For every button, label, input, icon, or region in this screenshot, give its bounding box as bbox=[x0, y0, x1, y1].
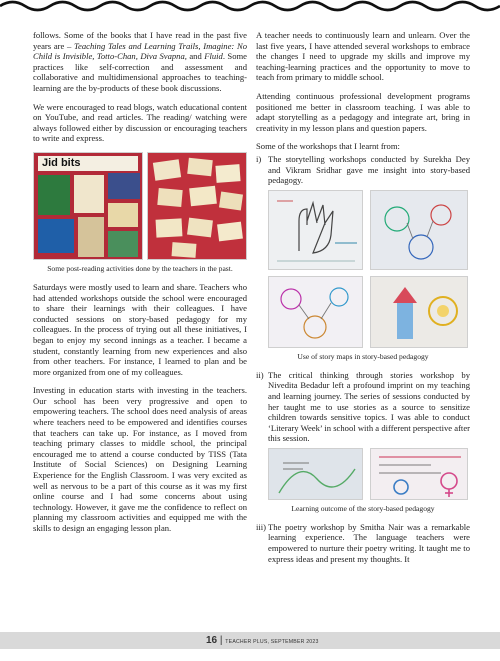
board-title: Jid bits bbox=[38, 156, 138, 171]
page-number: 16 bbox=[206, 635, 218, 646]
right-paragraph-2: Attending continuous professional development programs positioned me better in classroom teaching. I was able to adapt storytelling as a pedagogy and integrate art, bring in creativity in my lesson plans and question papers. bbox=[256, 90, 470, 133]
figure-caption-story-maps: Use of story maps in story-based pedagogy bbox=[297, 351, 429, 361]
left-paragraph-2: We were encouraged to read blogs, watch educational content on YouTube, and read articles. The reading/ watching were always followed either by discussion or encouraging teachers to write and express. bbox=[33, 101, 247, 144]
left-paragraph-4: Investing in education starts with investing in the teachers. Our school has been very progressive and open to empowering teachers. The school does need analysis of areas where teachers need to be empowered and identifies courses that teachers can take up. For instance, as I moved from teaching primary classes to middle school, the principal encouraged me to attend a course conducted by TISS (Tata Institute of Social Sciences) on Designing Learning Experience for the English Classroom. I was very excited as well as nervous to be a part of this course as it was my first online course and I had some concerns about using technology. However, it gave me the confidence to reflect on planning my classroom activities and equipped me with the skills to design an engaging lesson plan. bbox=[33, 385, 247, 533]
right-column bbox=[256, 30, 470, 568]
footer-text bbox=[206, 635, 319, 646]
page-footer bbox=[0, 632, 500, 649]
cards-photo bbox=[147, 152, 247, 260]
left-column bbox=[33, 30, 247, 542]
story-map-photos bbox=[268, 190, 468, 348]
left-paragraph-3: Saturdays were mostly used to learn and share. Teachers who had attended workshops outside the school were encouraged to share their learnings with their colleagues. I have conducted sessions on story-based pedagogy for my colleagues. In the process of trying out all these initiatives, I began to enjoy my second innings as a teacher. I became a student, constantly learning from new experiences and also from other teachers. For instance, I learned to plan and be more organized from one of my colleagues. bbox=[33, 281, 247, 377]
learning-outcome-photo bbox=[370, 448, 468, 500]
learning-outcome-photo bbox=[268, 448, 363, 500]
list-item: ii) The critical thinking through stories workshop by Nivedita Bedadur left a profound imprint on my teaching and learning journey. The series of sessions conducted by her taught me to use stories as a source to sensitize children towards sensitive topics. I was able to conduct ‘Literary Week’ in school with a different perspective after this session. bbox=[256, 369, 470, 444]
left-paragraph-1: follows. Some of the books that I have read in the past five years are – Teaching Tales and Learning Trails, Imagine: No Child is Invisible, Totto-Chan, Diva Svapna, and Fluid. Some practices like self-correction and assessment and collaborative and multidimensional approaches to teaching-learning are the by-products of these book discussions. bbox=[33, 30, 247, 93]
right-paragraph-1: A teacher needs to continuously learn and unlearn. Over the last five years, I have attended several workshops to embrace the changes I need to upgrade my skills and improve my teaching-learning practices and the opportunity to move to teach from primary to middle school. bbox=[256, 30, 470, 83]
top-wave-border bbox=[0, 0, 500, 16]
bulletin-board-photo bbox=[33, 152, 143, 260]
footer-separator: | bbox=[219, 635, 223, 646]
story-map-photo bbox=[370, 190, 468, 270]
story-map-photo bbox=[268, 276, 363, 348]
story-map-photo bbox=[370, 276, 468, 348]
post-reading-photos bbox=[33, 152, 247, 260]
right-paragraph-3: Some of the workshops that I learnt from: bbox=[256, 141, 400, 152]
story-map-photo bbox=[268, 190, 363, 270]
figure-caption-learning-outcome: Learning outcome of the story-based pedagogy bbox=[291, 503, 435, 513]
publication-name: TEACHER PLUS, SEPTEMBER 2023 bbox=[225, 639, 319, 645]
figure-caption-post-reading: Some post-reading activities done by the teachers in the past. bbox=[47, 263, 233, 273]
learning-outcome-photos bbox=[268, 448, 468, 500]
list-item: iii) The poetry workshop by Smitha Nair was a remarkable learning experience. The language teachers were empowered to nurture their poetry writing. It taught me to express ideas and present my thoughts. It bbox=[256, 521, 470, 564]
list-item: i) The storytelling workshops conducted by Surekha Dey and Vikram Sridhar gave me insight into story-based pedagogy. bbox=[256, 153, 470, 186]
